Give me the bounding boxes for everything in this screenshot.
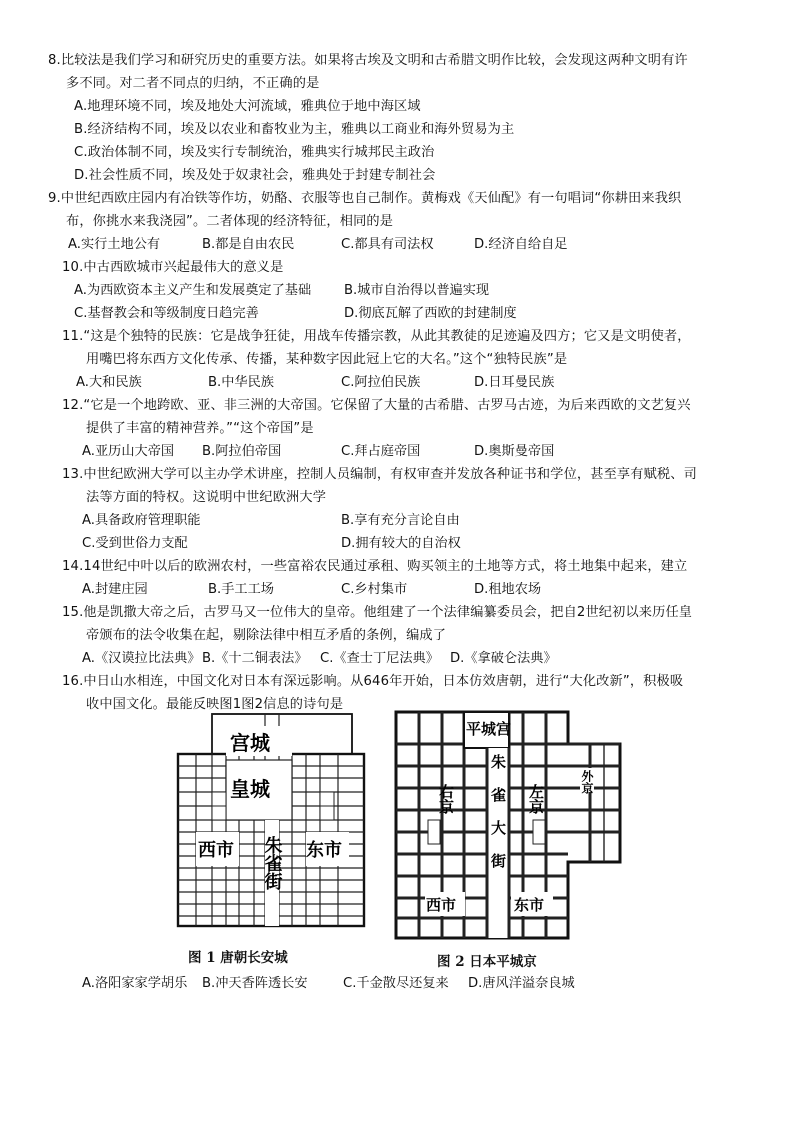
heijo-zhuque-street-label: 朱雀大街 [489,754,507,886]
q15-option-a[interactable]: A.《汉谟拉比法典》 [82,651,201,666]
q8-option-c[interactable]: C.政治体制不同，埃及实行专制统治，雅典实行城邦民主政治 [74,145,435,160]
q8-stem-line2: 多不同。对二者不同点的归纳，不正确的是 [66,76,320,91]
q9-stem-line2: 布，你挑水来我浇园”。二者体现的经济特征，相同的是 [66,214,394,229]
changan-zhuque-street-label: 朱雀街 [261,836,283,890]
q12-option-a[interactable]: A.亚历山大帝国 [82,444,175,459]
q10-stem: 10.中古西欧城市兴起最伟大的意义是 [62,260,284,275]
q16-stem-line2: 收中国文化。最能反映图1图2信息的诗句是 [86,697,344,712]
q12-option-b[interactable]: B.阿拉伯帝国 [202,444,282,459]
q16-option-d[interactable]: D.唐风洋溢奈良城 [468,976,575,991]
q13-stem-line1: 13.中世纪欧洲大学可以主办学术讲座，控制人员编制，有权审查并发放各种证书和学位，甚至享有赋税、司 [62,467,697,482]
q11-option-d[interactable]: D.日耳曼民族 [474,375,555,390]
q9-option-a[interactable]: A.实行土地公有 [68,237,161,252]
q16-option-c[interactable]: C.千金散尽还复来 [343,976,449,991]
q11-option-c[interactable]: C.阿拉伯民族 [341,375,421,390]
q10-option-c[interactable]: C.基督教会和等级制度日趋完善 [74,306,259,321]
q12-option-d[interactable]: D.奥斯曼帝国 [474,444,555,459]
q9-stem-line1: 9.中世纪西欧庄园内有冶铁等作坊，奶酪、衣服等也自己制作。黄梅戏《天仙配》有一句唱词“你耕田来我织 [48,191,682,206]
heijokyo-city-map [392,708,626,942]
q11-option-a[interactable]: A.大和民族 [76,375,142,390]
q8-stem-line1: 8.比较法是我们学习和研究历史的重要方法。如果将古埃及文明和古希腊文明作比较，会发现这两种文明有许 [48,53,688,68]
q16-stem-line1: 16.中日山水相连，中国文化对日本有深远影响。从646年开始，日本仿效唐朝，进行“大化改新”，积极吸 [62,674,684,689]
q10-option-d[interactable]: D.彻底瓦解了西欧的封建制度 [344,306,517,321]
changan-palace-label: 宫城 [230,731,270,755]
figure2-caption: 图 2 日本平城京 [437,954,537,970]
q11-stem-line1: 11.“这是个独特的民族：它是战争狂徒，用战车传播宗教，从此其教徒的足迹遍及四方；它又是文明使者， [62,329,691,344]
q8-option-d[interactable]: D.社会性质不同，埃及处于奴隶社会，雅典处于封建专制社会 [74,168,436,183]
figure1-caption: 图 1 唐朝长安城 [188,950,288,966]
q15-option-c[interactable]: C.《查士丁尼法典》 [320,651,439,666]
q14-option-c[interactable]: C.乡村集市 [341,582,408,597]
q13-option-c[interactable]: C.受到世俗力支配 [82,536,188,551]
q11-option-b[interactable]: B.中华民族 [208,375,274,390]
q9-option-d[interactable]: D.经济自给自足 [474,237,568,252]
heijo-left-capital-label: 左京 [527,784,545,814]
q10-option-a[interactable]: A.为西欧资本主义产生和发展奠定了基础 [74,283,312,298]
q8-option-b[interactable]: B.经济结构不同，埃及以农业和畜牧业为主，雅典以工商业和海外贸易为主 [74,122,515,137]
heijo-right-capital-label: 右京 [437,784,455,814]
q13-option-b[interactable]: B.享有充分言论自由 [341,513,460,528]
changan-city-map [172,708,372,936]
q11-stem-line2: 用嘴巴将东西方文化传承、传播，某种数字因此冠上它的大名。”这个“独特民族”是 [86,352,568,367]
q8-option-a[interactable]: A.地理环境不同，埃及地处大河流域，雅典位于地中海区域 [74,99,421,114]
q13-stem-line2: 法等方面的特权。这说明中世纪欧洲大学 [86,490,327,505]
heijo-west-market-label: 西市 [426,896,457,914]
q12-option-c[interactable]: C.拜占庭帝国 [341,444,421,459]
q15-stem-line1: 15.他是凯撒大帝之后，古罗马又一位伟大的皇帝。他组建了一个法律编纂委员会，把自2世纪初以来历任皇 [62,605,693,620]
q14-option-b[interactable]: B.手工工场 [208,582,274,597]
q9-option-b[interactable]: B.都是自由农民 [202,237,295,252]
q13-option-d[interactable]: D.拥有较大的自治权 [341,536,461,551]
q14-option-a[interactable]: A.封建庄园 [82,582,148,597]
q13-option-a[interactable]: A.具备政府管理职能 [82,513,201,528]
changan-west-market-label: 西市 [198,840,234,861]
heijo-palace-label: 平城宫 [466,720,512,738]
q12-stem-line1: 12.“它是一个地跨欧、亚、非三洲的大帝国。它保留了大量的古希腊、古罗马古迹，为后来西欧的文艺复兴 [62,398,691,413]
q15-option-d[interactable]: D.《拿破仑法典》 [450,651,557,666]
q16-option-a[interactable]: A.洛阳家家学胡乐 [82,976,188,991]
q12-stem-line2: 提供了丰富的精神营养。”“这个帝国”是 [86,421,314,436]
heijo-outer-capital-label: 外京 [580,770,594,794]
heijo-east-market-label: 东市 [514,896,545,914]
q9-option-c[interactable]: C.都具有司法权 [341,237,434,252]
changan-east-market-label: 东市 [306,840,342,861]
q15-stem-line2: 帝颁布的法令收集在起，剔除法律中相互矛盾的条例，编成了 [86,628,447,643]
q16-option-b[interactable]: B.冲天香阵透长安 [202,976,308,991]
q10-option-b[interactable]: B.城市自治得以普遍实现 [344,283,490,298]
q14-stem: 14.14世纪中叶以后的欧洲农村，一些富裕农民通过承租、购买领主的土地等方式，将土地集中起来，建立 [62,559,688,574]
q15-option-b[interactable]: B.《十二铜表法》 [202,651,308,666]
q14-option-d[interactable]: D.租地农场 [474,582,542,597]
changan-imperial-label: 皇城 [230,777,270,801]
